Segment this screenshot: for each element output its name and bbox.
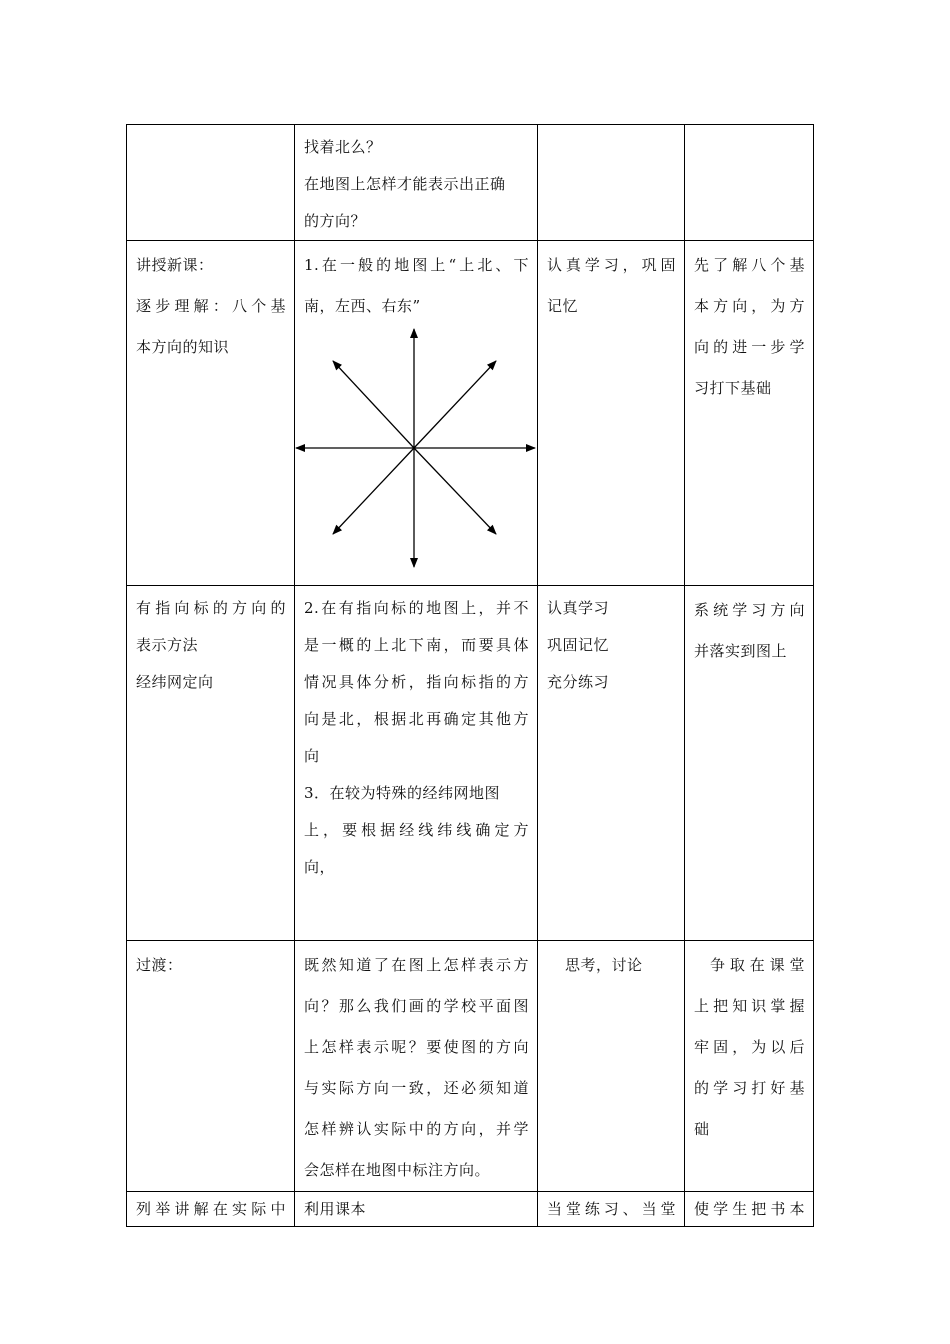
text-line: 础 xyxy=(694,1120,710,1138)
text-line: 逐步理解：八个基 xyxy=(136,297,286,315)
text-line: 列举讲解在实际中 xyxy=(136,1200,286,1218)
text-line: 的学习打好基 xyxy=(694,1079,805,1097)
text-line: 利用课本 xyxy=(304,1200,367,1218)
table-row xyxy=(127,941,814,1192)
text-line: 上，要根据经线纬线确定方 xyxy=(304,821,529,839)
text-line: 当堂练习、当堂 xyxy=(547,1200,676,1218)
text-line: 使学生把书本 xyxy=(694,1200,805,1218)
text-line: 向的进一步学 xyxy=(694,338,805,356)
text-line: 过渡： xyxy=(136,956,183,974)
cell-design-intent xyxy=(685,941,814,1192)
text-line: 本方向的知识 xyxy=(136,338,230,356)
lesson-plan-table xyxy=(126,124,814,1227)
cell-design-intent xyxy=(685,586,814,941)
cell-content xyxy=(295,586,538,941)
text-line: 记忆 xyxy=(547,297,579,315)
text-line: 向？那么我们画的学校平面图 xyxy=(304,997,529,1015)
text-line: 争取在课堂 xyxy=(710,956,805,974)
text-line: 牢固，为以后 xyxy=(694,1038,805,1056)
arrow-southeast xyxy=(414,448,496,534)
text-line: 认真学习 xyxy=(547,599,610,617)
arrow-northwest xyxy=(333,361,414,448)
cell-process xyxy=(127,941,295,1192)
text-line: 南，左西、右东” xyxy=(304,297,421,315)
text-line: 情况具体分析，指向标指的方 xyxy=(304,673,529,691)
text-line: 向， xyxy=(304,858,336,876)
cell-content xyxy=(295,941,538,1192)
text-line: 表示方法 xyxy=(136,636,199,654)
text-line: 习打下基础 xyxy=(694,379,772,397)
text-line: 会怎样在地图中标注方向。 xyxy=(304,1161,491,1179)
table-row xyxy=(127,586,814,941)
text-line: 讲授新课： xyxy=(136,256,214,274)
text-line: 本方向，为方 xyxy=(694,297,805,315)
text-line: 经纬网定向 xyxy=(136,673,214,691)
text-line: 怎样辨认实际中的方向，并学 xyxy=(304,1120,529,1138)
cell-student-activity xyxy=(538,1192,685,1227)
cell-student-activity xyxy=(538,941,685,1192)
text-line: 2.在有指向标的地图上，并不 xyxy=(304,599,529,617)
text-line: 并落实到图上 xyxy=(694,642,788,660)
table-row xyxy=(127,125,814,241)
text-line: 向 xyxy=(304,747,320,765)
cell-content xyxy=(295,241,538,586)
cell-process xyxy=(127,241,295,586)
cell-student-activity xyxy=(538,586,685,941)
cell-process xyxy=(127,125,295,241)
text-line: 与实际方向一致，还必须知道 xyxy=(304,1079,529,1097)
text-line: 有指向标的方向的 xyxy=(136,599,286,617)
text-line: 认真学习，巩固 xyxy=(547,256,676,274)
cell-process xyxy=(127,586,295,941)
table-row xyxy=(127,241,814,586)
table-row xyxy=(127,1192,814,1227)
text-line: 向是北，根据北再确定其他方 xyxy=(304,710,529,728)
cell-student-activity xyxy=(538,241,685,586)
text-line: 的方向？ xyxy=(304,212,367,230)
arrow-southwest xyxy=(333,448,414,534)
text-line: 3．在较为特殊的经纬网地图 xyxy=(304,784,501,802)
arrow-northeast xyxy=(414,361,496,448)
text-line: 充分练习 xyxy=(547,673,610,691)
text-line: 思考，讨论 xyxy=(565,956,643,974)
cell-content xyxy=(295,1192,538,1227)
text-line: 巩固记忆 xyxy=(547,636,610,654)
text-line: 既然知道了在图上怎样表示方 xyxy=(304,956,529,974)
text-line: 1.在一般的地图上“上北、下 xyxy=(304,256,529,274)
cell-design-intent xyxy=(685,125,814,241)
compass-arrows-icon xyxy=(295,323,538,573)
text-line: 上把知识掌握 xyxy=(694,997,805,1015)
eight-directions-diagram xyxy=(295,323,538,573)
text-line: 系统学习方向 xyxy=(694,601,805,619)
text-line: 上怎样表示呢？要使图的方向 xyxy=(304,1038,529,1056)
text-line: 在地图上怎样才能表示出正确 xyxy=(304,175,506,193)
cell-design-intent xyxy=(685,241,814,586)
cell-content xyxy=(295,125,538,241)
cell-student-activity xyxy=(538,125,685,241)
text-line: 是一概的上北下南，而要具体 xyxy=(304,636,529,654)
text-line: 先了解八个基 xyxy=(694,256,805,274)
cell-process xyxy=(127,1192,295,1227)
text-line: 找着北么？ xyxy=(304,138,382,156)
cell-design-intent xyxy=(685,1192,814,1227)
